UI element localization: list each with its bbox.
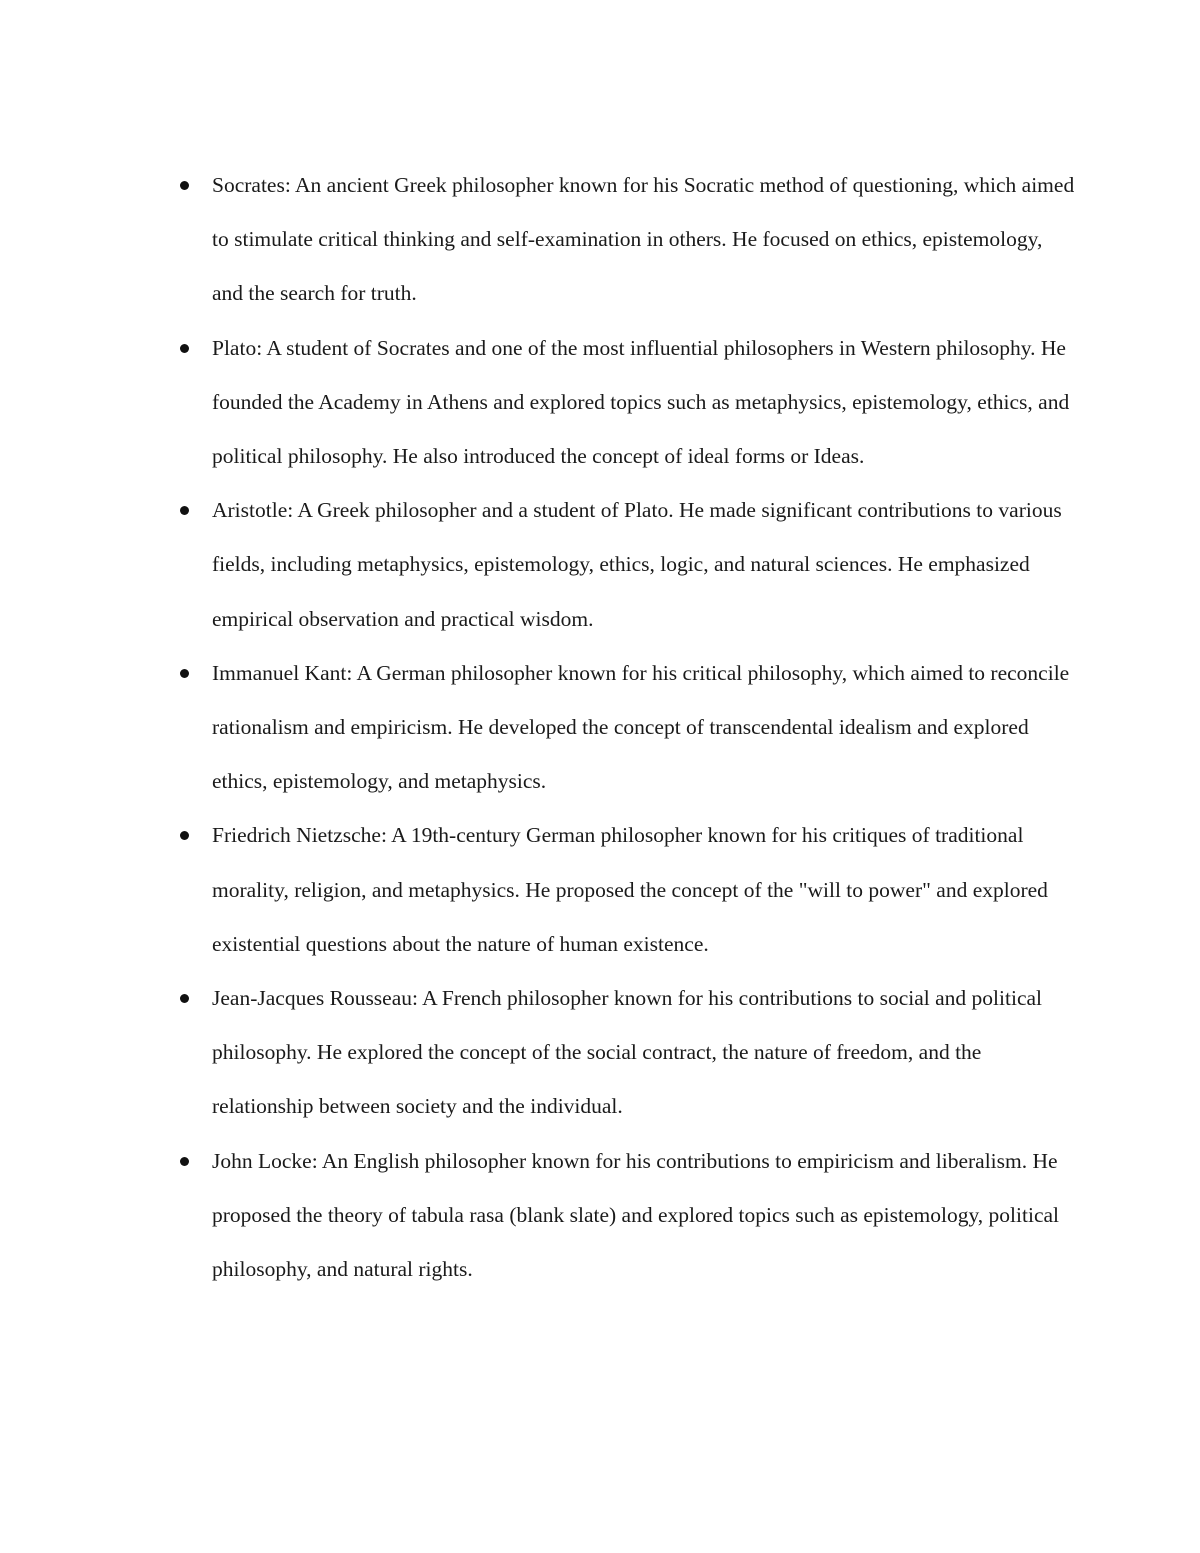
list-item-text: Socrates: An ancient Greek philosopher known for his Socratic method of questioning, which aimed to stimulate critical thinking and self-examination in others. He focused on ethics, epistemology, and the search for truth. (212, 173, 1075, 306)
list-item (176, 808, 1076, 971)
list-item (176, 158, 1076, 321)
bullet-icon (180, 669, 189, 678)
list-item-text: John Locke: An English philosopher known for his contributions to empiricism and liberalism. He proposed the theory of tabula rasa (blank slate) and explored topics such as epistemology, political philosophy, and natural rights. (212, 1148, 1060, 1282)
list-item-text: Jean-Jacques Rousseau: A French philosopher known for his contributions to social and political philosophy. He explored the concept of the social contract, the nature of freedom, and the relationship between society and the individual. (212, 986, 1042, 1119)
philosophers-list (176, 158, 1076, 1296)
bullet-icon (180, 994, 189, 1003)
list-item-text: Friedrich Nietzsche: A 19th-century German philosopher known for his critiques of traditional morality, religion, and metaphysics. He proposed the concept of the "will to power" and explored existential questions about the nature of human existence. (212, 823, 1048, 956)
bullet-icon (180, 181, 189, 190)
list-item-text: Aristotle: A Greek philosopher and a student of Plato. He made significant contributions to various fields, including metaphysics, epistemology, ethics, logic, and natural sciences. He emphasized empirical observation and practical wisdom. (212, 498, 1062, 631)
list-item-text: Immanuel Kant: A German philosopher known for his critical philosophy, which aimed to reconcile rationalism and empiricism. He developed the concept of transcendental idealism and explored ethics, epistemology, and metaphysics. (212, 660, 1070, 794)
list-item (176, 321, 1076, 484)
bullet-icon (180, 831, 189, 840)
bullet-icon (180, 506, 189, 515)
list-item (176, 646, 1076, 809)
list-item-text: Plato: A student of Socrates and one of the most influential philosophers in Western philosophy. He founded the Academy in Athens and explored topics such as metaphysics, epistemology, ethics, and political philosophy. He also introduced the concept of ideal forms or Ideas. (212, 335, 1070, 469)
bullet-icon (180, 344, 189, 353)
list-item (176, 483, 1076, 646)
list-item (176, 1134, 1076, 1297)
bullet-icon (180, 1157, 189, 1166)
list-item (176, 971, 1076, 1134)
